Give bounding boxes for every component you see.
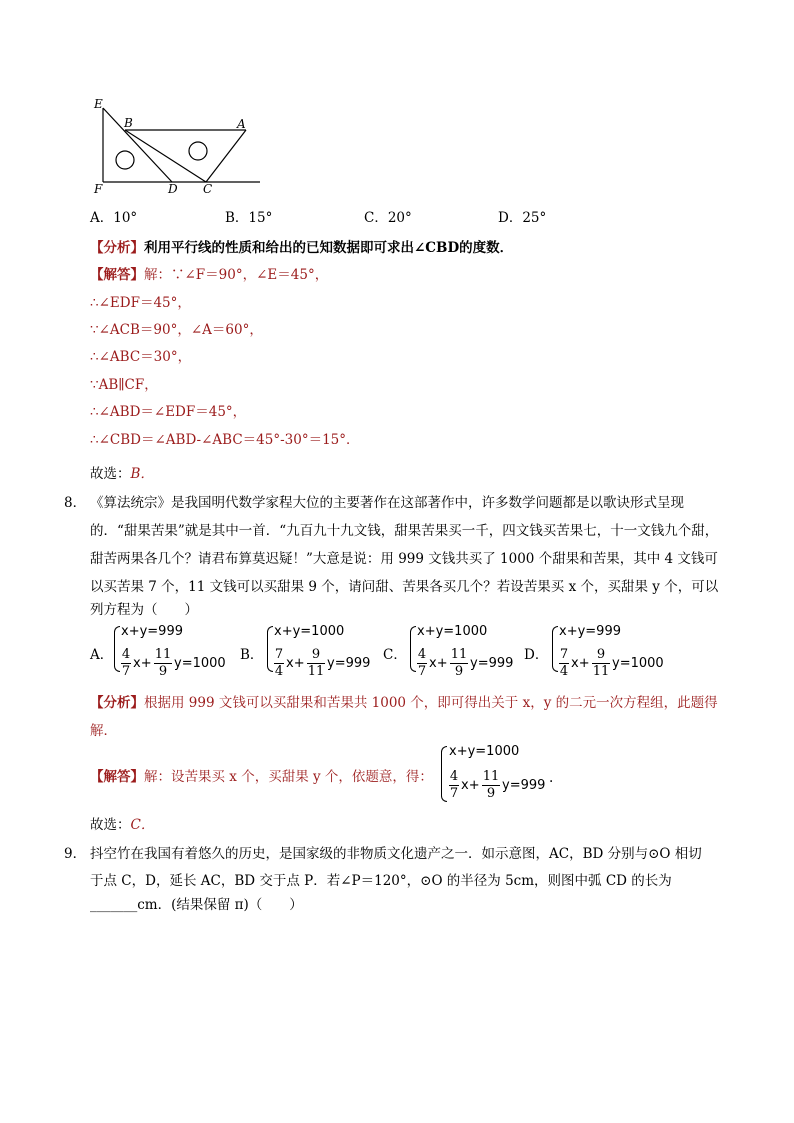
label-D: D <box>168 182 178 196</box>
q7-analysis: 【分析】利用平行线的性质和给出的已知数据即可求出∠CBD的度数． <box>90 240 514 256</box>
q7-solution-line-7: ∴∠CBD＝∠ABD-∠ABC＝45°-30°＝15°． <box>90 432 360 448</box>
label-A: A <box>237 117 246 131</box>
q7-option-d: D．25° <box>498 210 547 226</box>
q8-line-3: 甜苦两果各几个？请君布算莫迟疑！”大意是说：用 999 文钱共买了 1000 个甜果和苦果，其中 4 文钱可 <box>90 551 718 567</box>
label-E: E <box>94 97 103 111</box>
q8-line-2: 的．“甜果苦果”就是其中一首．“九百九十九文钱，甜果苦果买一千，四文钱买苦果七，十一文钱九个甜， <box>90 523 719 539</box>
q7-option-a: A．10° <box>90 210 138 226</box>
q7-solution-line-2: ∴∠EDF＝45°， <box>90 295 191 311</box>
label-C: C <box>203 182 213 196</box>
q9-line-2: 于点 C，D，延长 AC，BD 交于点 P．若∠P＝120°，⊙O 的半径为 5cm，则图中弧 CD 的长为 <box>90 873 672 889</box>
q8-line-5: 列方程为（ ） <box>90 602 198 618</box>
label-F: F <box>94 182 103 196</box>
q9-number: 9． <box>64 846 87 862</box>
circle-left <box>116 151 134 169</box>
segment-AC <box>206 130 246 182</box>
q9-line-1: 抖空竹在我国有着悠久的历史，是国家级的非物质文化遗产之一．如示意图，AC，BD 分别与⊙O 相切 <box>90 846 702 862</box>
q8-line-1: 《算法统宗》是我国明代数学家程大位的主要著作在这部著作中，许多数学问题都是以歌诀形式呈现 <box>90 495 684 511</box>
q9-line-3: _______cm．(结果保留 π)（ ） <box>90 897 303 913</box>
q7-solution-line-6: ∴∠ABD＝∠EDF＝45°， <box>90 404 247 420</box>
q7-solution-line-5: ∵AB∥CF， <box>90 377 158 393</box>
q8-line-4: 以买苦果 7 个，11 文钱可以买甜果 9 个，请问甜、苦果各买几个？若设苦果买 x 个，买甜果 y 个，可以 <box>90 579 719 595</box>
circle-right <box>189 142 207 160</box>
q7-solution-line-4: ∴∠ABC＝30°， <box>90 349 192 365</box>
q7-solution-line-1: 【解答】解：∵∠F＝90°，∠E＝45°， <box>90 267 329 283</box>
q7-solution-line-3: ∵∠ACB＝90°，∠A＝60°， <box>90 322 263 338</box>
q7-option-b: B．15° <box>225 210 273 226</box>
q7-option-c: C．20° <box>364 210 412 226</box>
label-B: B <box>124 116 133 130</box>
geometry-figure <box>88 96 268 196</box>
q8-analysis-line-2: 解． <box>90 723 117 739</box>
q8-analysis-line-1: 【分析】根据用 999 文钱可以买甜果和苦果共 1000 个，即可得出关于 x，y 的二元一次方程组，此题得 <box>90 695 718 711</box>
q8-number: 8． <box>64 495 87 511</box>
q8-answer: 故选：C． <box>90 817 155 833</box>
segment-E-to-D <box>103 108 172 182</box>
q8-solution: 【解答】解：设苦果买 x 个，买甜果 y 个，依题意，得： <box>90 769 433 785</box>
q7-answer: 故选：B． <box>90 466 154 482</box>
